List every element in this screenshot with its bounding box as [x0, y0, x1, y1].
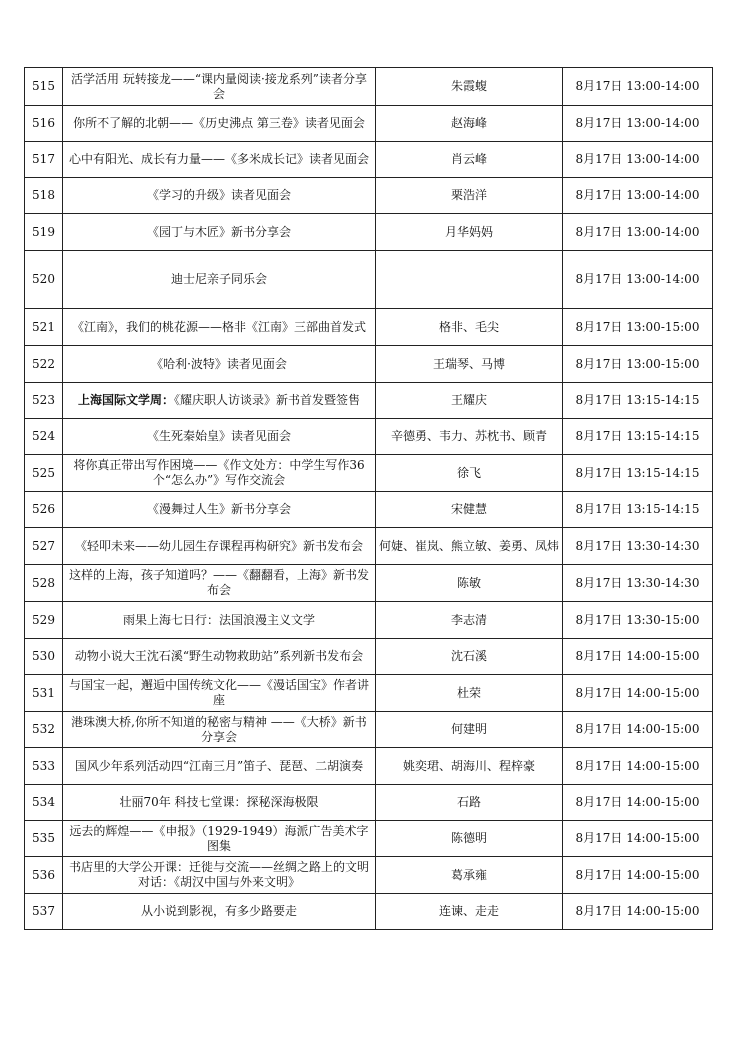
event-guests: 辛德勇、韦力、苏枕书、顾青 [376, 419, 563, 455]
table-row [25, 68, 713, 106]
event-title-text: 《园丁与木匠》新书分享会 [146, 224, 291, 239]
event-number: 515 [25, 68, 63, 106]
event-title [63, 894, 376, 930]
event-title-text: 这样的上海，孩子知道吗？——《翻翻看，上海》新书发布会 [68, 568, 369, 597]
event-number: 527 [25, 528, 63, 565]
event-number: 532 [25, 712, 63, 748]
table-row [25, 821, 713, 857]
event-title-text: 动物小说大王沈石溪“野生动物救助站”系列新书发布会 [74, 649, 364, 663]
table-row [25, 894, 713, 930]
event-title [63, 142, 376, 178]
event-guests: 何婕、崔岚、熊立敏、姜勇、凤炜 [376, 528, 563, 565]
event-title-text: 《江南》，我们的桃花源——格非《江南》三部曲首发式 [71, 319, 366, 334]
event-title [63, 214, 376, 251]
event-number: 530 [25, 639, 63, 675]
event-number: 533 [25, 748, 63, 785]
event-time: 8月17日 14:00-15:00 [563, 639, 713, 675]
event-time: 8月17日 13:00-14:00 [563, 214, 713, 251]
event-title [63, 251, 376, 309]
event-time: 8月17日 14:00-15:00 [563, 712, 713, 748]
event-time: 8月17日 13:15-14:15 [563, 419, 713, 455]
event-number: 535 [25, 821, 63, 857]
event-time: 8月17日 13:00-14:00 [563, 106, 713, 142]
event-guests [376, 251, 563, 309]
event-number: 523 [25, 383, 63, 419]
event-title-text: 将你真正带出写作困境——《作文处方：中学生写作36个“怎么办”》写作交流会 [73, 458, 365, 487]
table-row [25, 455, 713, 492]
table-row [25, 106, 713, 142]
table-row [25, 857, 713, 894]
table-row [25, 309, 713, 346]
event-time: 8月17日 13:30-14:30 [563, 528, 713, 565]
table-row [25, 639, 713, 675]
event-guests: 连谏、走走 [376, 894, 563, 930]
table-row [25, 419, 713, 455]
event-guests: 王耀庆 [376, 383, 563, 419]
event-title [63, 675, 376, 712]
event-guests: 沈石溪 [376, 639, 563, 675]
event-guests: 月华妈妈 [376, 214, 563, 251]
table-row [25, 383, 713, 419]
event-guests: 何建明 [376, 712, 563, 748]
event-title-text: 心中有阳光、成长有力量——《多米成长记》读者见面会 [68, 152, 369, 166]
event-number: 525 [25, 455, 63, 492]
event-title [63, 346, 376, 383]
event-guests: 李志清 [376, 602, 563, 639]
table-row [25, 602, 713, 639]
event-title-text: 《生死秦始皇》读者见面会 [146, 429, 291, 443]
event-time: 8月17日 13:00-14:00 [563, 142, 713, 178]
event-time: 8月17日 14:00-15:00 [563, 894, 713, 930]
event-title [63, 712, 376, 748]
table-row [25, 142, 713, 178]
event-time: 8月17日 13:15-14:15 [563, 492, 713, 528]
event-title [63, 639, 376, 675]
event-title [63, 748, 376, 785]
event-number: 529 [25, 602, 63, 639]
event-title [63, 857, 376, 894]
table-row [25, 178, 713, 214]
event-guests: 杜荣 [376, 675, 563, 712]
table-row [25, 565, 713, 602]
event-title [63, 492, 376, 528]
event-guests: 肖云峰 [376, 142, 563, 178]
table-row [25, 251, 713, 309]
event-title-text: 国风少年系列活动四“江南三月”笛子、琵琶、二胡演奏 [74, 758, 364, 773]
event-title-text: 书店里的大学公开课：迁徙与交流——丝绸之路上的文明对话：《胡汉中国与外来文明》 [68, 860, 369, 889]
event-title-text: 《耀庆职人访谈录》新书首发暨签售 [174, 393, 361, 407]
event-number: 528 [25, 565, 63, 602]
event-title [63, 528, 376, 565]
event-title [63, 419, 376, 455]
event-title [63, 565, 376, 602]
event-title [63, 309, 376, 346]
event-number: 524 [25, 419, 63, 455]
event-title [63, 106, 376, 142]
event-title-text: 远去的辉煌——《申报》（1929-1949）海派广告美术字图集 [69, 823, 369, 853]
event-number: 518 [25, 178, 63, 214]
event-title-text: 迪士尼亲子同乐会 [170, 272, 267, 286]
table-row [25, 712, 713, 748]
event-title-text: 雨果上海七日行：法国浪漫主义文学 [122, 612, 315, 627]
events-table [24, 67, 713, 930]
event-time: 8月17日 13:00-14:00 [563, 178, 713, 214]
event-guests: 朱霞蝮 [376, 68, 563, 106]
event-number: 519 [25, 214, 63, 251]
event-number: 536 [25, 857, 63, 894]
table-row [25, 214, 713, 251]
event-time: 8月17日 13:30-14:30 [563, 565, 713, 602]
table-row [25, 785, 713, 821]
event-number: 526 [25, 492, 63, 528]
event-number: 521 [25, 309, 63, 346]
event-title-text: 《哈利·波特》读者见面会 [151, 356, 287, 371]
event-guests: 陈德明 [376, 821, 563, 857]
event-time: 8月17日 13:00-15:00 [563, 309, 713, 346]
table-row [25, 492, 713, 528]
table-row [25, 346, 713, 383]
event-title [63, 178, 376, 214]
event-guests: 石路 [376, 785, 563, 821]
table-row [25, 748, 713, 785]
event-guests: 栗浩洋 [376, 178, 563, 214]
event-guests: 葛承雍 [376, 857, 563, 894]
event-number: 531 [25, 675, 63, 712]
event-time: 8月17日 14:00-15:00 [563, 857, 713, 894]
event-number: 534 [25, 785, 63, 821]
event-title [63, 68, 376, 106]
event-title [63, 785, 376, 821]
event-title-text: 港珠澳大桥,你所不知道的秘密与精神 ——《大桥》新书分享会 [71, 714, 367, 744]
event-guests: 王瑞琴、马博 [376, 346, 563, 383]
event-time: 8月17日 14:00-15:00 [563, 821, 713, 857]
events-table-body [25, 68, 713, 930]
event-guests: 陈敏 [376, 565, 563, 602]
event-time: 8月17日 13:00-15:00 [563, 346, 713, 383]
table-row [25, 528, 713, 565]
event-time: 8月17日 14:00-15:00 [563, 748, 713, 785]
event-title [63, 455, 376, 492]
event-number: 537 [25, 894, 63, 930]
event-number: 516 [25, 106, 63, 142]
event-title [63, 821, 376, 857]
event-number: 522 [25, 346, 63, 383]
event-time: 8月17日 13:00-14:00 [563, 68, 713, 106]
event-time: 8月17日 13:15-14:15 [563, 455, 713, 492]
event-time: 8月17日 13:30-15:00 [563, 602, 713, 639]
event-title-text: 你所不了解的北朝——《历史沸点 第三卷》读者见面会 [73, 116, 365, 130]
event-title [63, 602, 376, 639]
event-guests: 姚奕珺、胡海川、程梓豪 [376, 748, 563, 785]
event-guests: 徐飞 [376, 455, 563, 492]
event-time: 8月17日 14:00-15:00 [563, 785, 713, 821]
event-guests: 宋健慧 [376, 492, 563, 528]
table-row [25, 675, 713, 712]
event-title [63, 383, 376, 419]
event-number: 520 [25, 251, 63, 309]
event-number: 517 [25, 142, 63, 178]
event-time: 8月17日 13:15-14:15 [563, 383, 713, 419]
event-title-text: 活学活用 玩转接龙——“课内量阅读·接龙系列”读者分享会 [71, 71, 367, 101]
event-time: 8月17日 14:00-15:00 [563, 675, 713, 712]
event-guests: 赵海峰 [376, 106, 563, 142]
event-title-text: 壮丽70年 科技七堂课：探秘深海极限 [119, 795, 319, 809]
event-guests: 格非、毛尖 [376, 309, 563, 346]
event-title-text: 从小说到影视，有多少路要走 [140, 904, 297, 918]
event-title-text: 《学习的升级》读者见面会 [146, 188, 291, 202]
event-title-text: 《轻叩未来——幼儿园生存课程再构研究》新书发布会 [74, 538, 363, 553]
event-title-text: 与国宝一起，邂逅中国传统文化——《漫话国宝》作者讲座 [68, 678, 369, 707]
event-tag: 上海国际文学周： [77, 393, 174, 407]
event-title-text: 《漫舞过人生》新书分享会 [146, 502, 291, 516]
event-time: 8月17日 13:00-14:00 [563, 251, 713, 309]
